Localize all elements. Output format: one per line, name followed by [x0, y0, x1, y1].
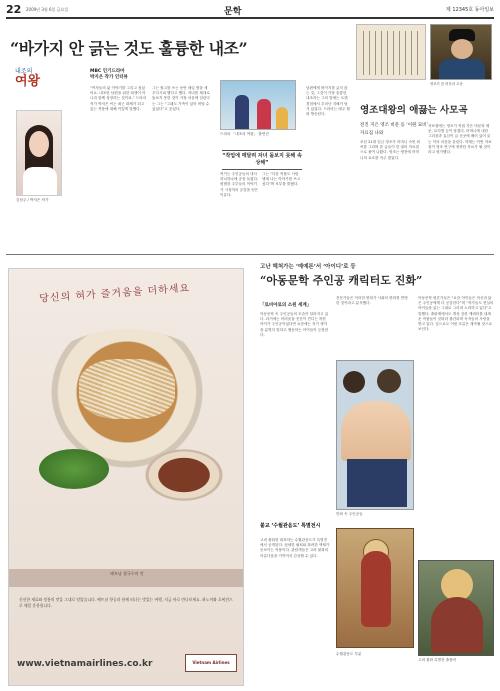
article-body-2: 그는 원고를 쓰는 동안 매일 밤을 새우다시피 했다고 했다. 자녀를 제대로 돌보지 못한 것이 가장 마음에 걸린다는 그는 “그래도 가족이 있어 버틸 수 있었다”고 웃었다.: [152, 86, 210, 111]
cast-photo-caption: 드라마 「내조의 여왕」 출연진: [220, 132, 269, 136]
page-number: 22: [6, 3, 22, 16]
ad-slogan: 당신의 혀가 즐거움을 더하세요: [38, 283, 191, 305]
author-photo: [16, 110, 62, 196]
feature-headline: “아동문학 주인공 캐릭터도 진화”: [260, 274, 423, 287]
page-header: [6, 3, 494, 19]
painting-caption: 수월관음도 부분: [336, 652, 362, 656]
noodles-image: [79, 359, 175, 419]
article-body-4: 그는 “다음 작품도 사람 냄새 나는 이야기를 쓰고 싶다”며 포부를 밝혔다.: [262, 172, 301, 187]
ad-url-link[interactable]: www.vietnamairlines.co.kr: [17, 659, 153, 669]
sidebar-box-title: 불교 ‘수월관음도’ 특별전시: [260, 523, 321, 529]
feature-body-3: 아동문학 평론가들은 “요즘 아이들은 자신과 닮은 주인공에게 더 공감한다”며 “작가들도 현실의 아이들을 있는 그대로 그리려 노력하고 있다”고 말했다. 출판계에서도 개성 강한 캐릭터를 내세운 작품들이 잇따라 출간되며 독자들의 사랑을 받고 있다. 앞으로도 이런 흐름은 계속될 것으로 보인다.: [418, 296, 494, 332]
airline-advertisement[interactable]: [8, 268, 244, 686]
author-name: 박지은 작가 인터뷰: [90, 75, 128, 80]
author-block: [90, 68, 146, 80]
author-role: MBC 인기드라마: [90, 69, 125, 74]
article-body-5: 남편에게 바가지를 긁지 않는 것, 그것이 가장 훌륭한 내조라는 그의 말에는 오랜 경험에서 우러난 지혜가 담겨 있었다. 드라마는 매주 월화 방송된다.: [306, 86, 350, 117]
buddhist-painting: [336, 528, 414, 648]
column-sign-big: 여왕: [15, 74, 41, 89]
side-bowl-image: [139, 445, 229, 505]
calligraphy-image: [356, 24, 426, 80]
article-body-3: 작가는 주인공들의 대사 하나하나에 공을 들였다. 평범한 주부들의 이야기가 시청자의 공감을 얻은 이유다.: [220, 172, 259, 197]
main-headline: “바가지 안 긁는 것도 훌륭한 내조”: [10, 39, 248, 58]
author-photo-caption: 김남주 / 박지은 작가: [16, 198, 49, 202]
comic-illustration: [336, 360, 414, 510]
section-title: 문학: [224, 7, 242, 17]
ad-copy: 신선한 재료와 정통의 맛을 그대로 담았습니다. 베트남 항공과 함께 떠나는 맛있는 여행, 지금 바로 만나보세요. 하노이와 호찌민으로 매일 운항합니다.: [19, 597, 233, 608]
herbs-image: [39, 449, 109, 489]
right-image-caption: 영조가 쓴 비문과 초상: [430, 82, 463, 86]
column-sign: [15, 66, 51, 88]
right-author: 전진 지은 영조 비문 등 ‘이원 묘비’ 자료집 나와: [360, 123, 428, 136]
feature-subhead: 「로비아로의 소원 세계」: [260, 303, 312, 308]
paper-info: 제 12345호 동아일보: [445, 7, 494, 13]
section-divider: [6, 254, 494, 255]
right-headline: 영조대왕의 애끓는 사모곡: [360, 105, 468, 116]
right-body-2: 자료집에는 영조가 직접 지은 비문과 제문, 묘지명 등이 담겼다. 어머니에 대한 그리움과 효심이 글 곳곳에 배어 있어 읽는 이의 마음을 울린다. 학계는 이번 자료집이 영조 연구에 귀중한 자료가 될 것이라고 평가했다.: [428, 124, 492, 155]
publication-date: 2009년 3월 6일 금요일: [26, 7, 69, 12]
cast-photo: [220, 80, 296, 130]
feature-body-2: 전문가들은 이러한 변화가 사회의 변화를 반영한 것이라고 분석했다.: [336, 296, 408, 306]
article-body-1: “여자들의 삶 이야기를 그리고 싶었어요. 내조란 남편을 위한 희생이 아니라 함께 성장하는 것이죠.” 드라마 작가 박지은 씨는 최근 화제가 되고 있는 작품에 대해 이렇게 말했다.: [90, 86, 147, 111]
pull-quote: “작업에 매달려 자녀 돌보지 못해 속상해”: [222, 150, 302, 170]
buddha-image: [418, 560, 494, 656]
airline-logo: Vietnam Airlines: [185, 654, 237, 672]
king-portrait: [430, 24, 492, 80]
ad-caption: 베트남 쌀국수의 맛: [110, 571, 144, 576]
buddha-caption: 고려 불화 특별전 출품작: [418, 658, 457, 662]
feature-body-1: 아동문학 속 주인공들의 모습이 달라지고 있다. 과거에는 어려움을 꿋꿋이 견디는 착한 아이가 주인공이었다면 요즘에는 자기 생각을 분명히 말하고 행동하는 아이들이 등장한다.: [260, 312, 329, 337]
feature-kicker: 고난 헤쳐가는 ‘예예론’서 ‘아이디’로 등: [260, 264, 356, 270]
column-sign-small: 내조의: [15, 68, 33, 75]
comic-caption: 만화 속 주인공들: [336, 512, 363, 516]
right-body-1: 조선 21대 임금 영조가 어머니 숙빈 최씨를 그리며 쓴 글들이 한 권의 자료집으로 묶여 나왔다. 영조는 생전에 어머니의 묘소를 자주 찾았다.: [360, 140, 421, 160]
sidebar-box-text: 고려 불화를 대표하는 수월관음도가 특별전에서 공개된다. 섬세한 필치와 화려한 색채가 돋보이는 작품이다. 관람객들은 고려 불화의 아름다움을 가까이서 감상할 수 있다.: [260, 538, 330, 558]
